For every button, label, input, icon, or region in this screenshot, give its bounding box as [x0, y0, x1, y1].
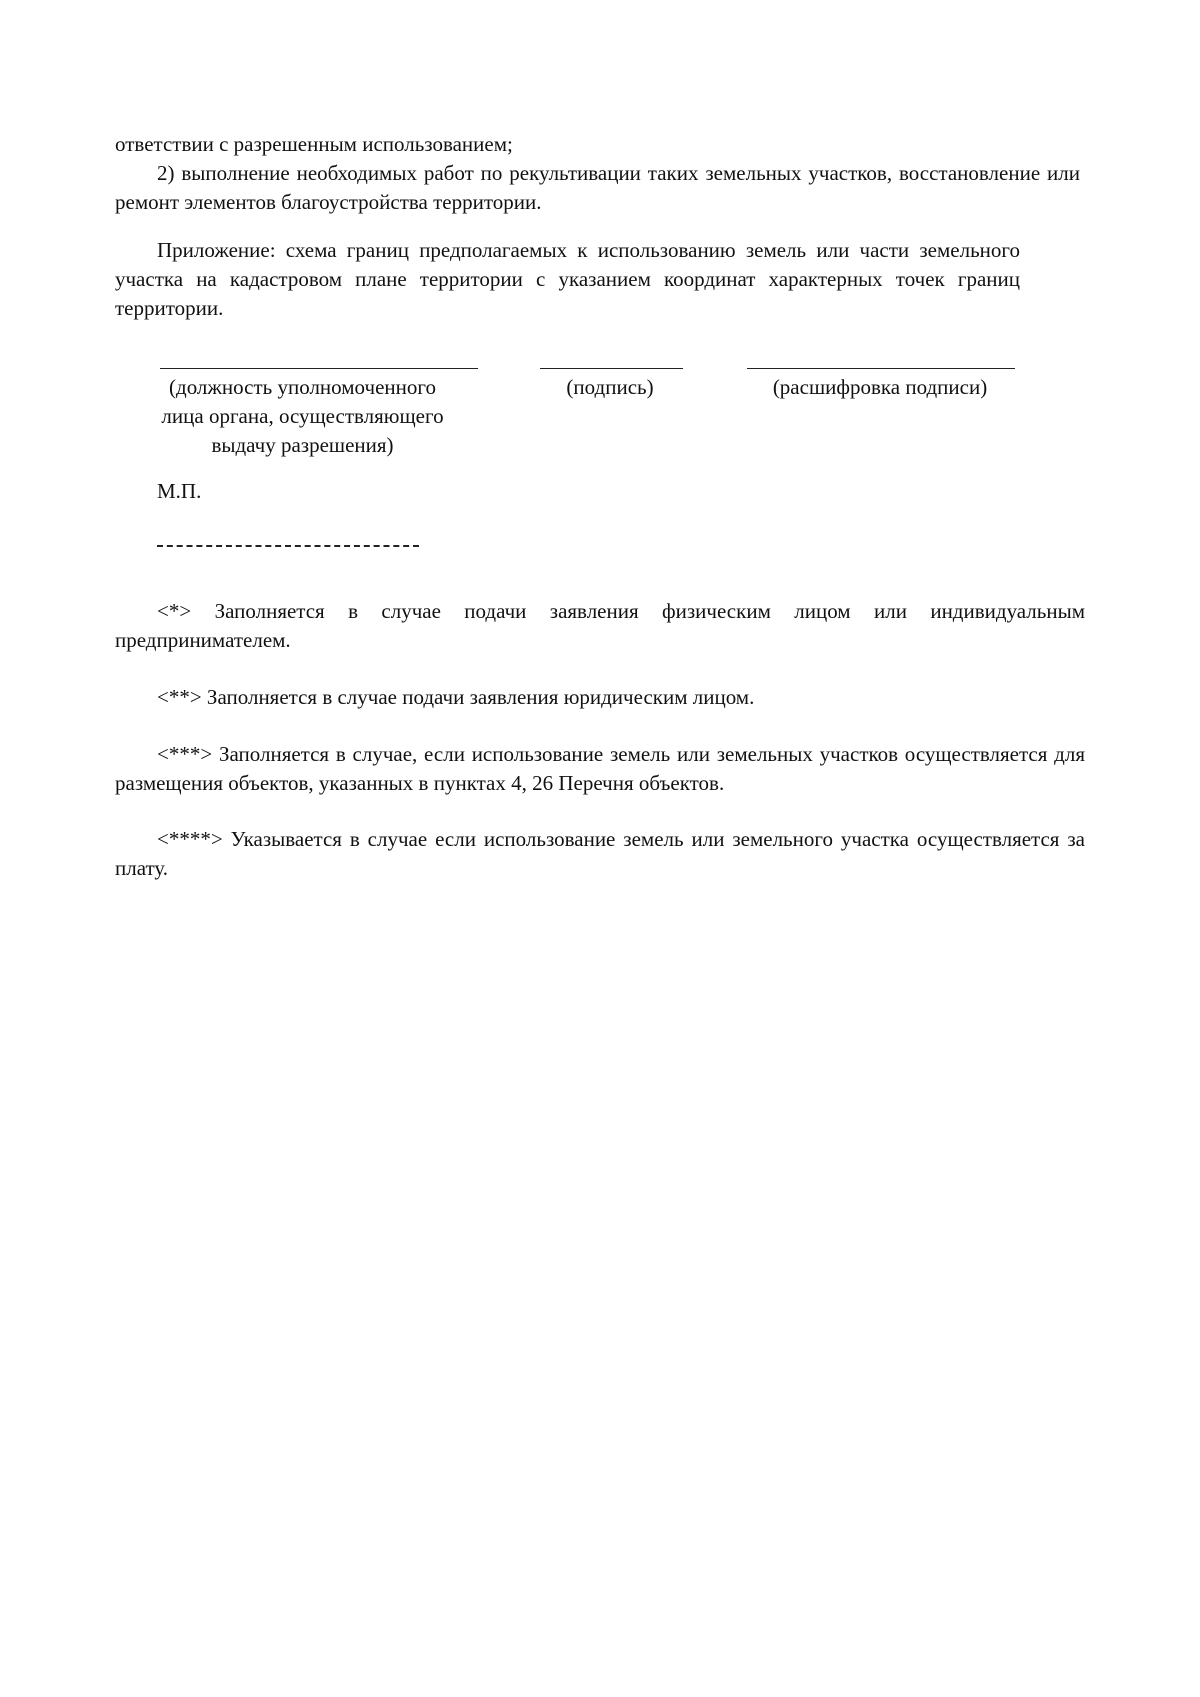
footnote-3-text: <***> Заполняется в случае, если использование земель или земельных участков осуществляется для размещения объектов, указанных в пунктах 4, 26 Перечня объектов. — [115, 742, 1085, 795]
decryption-signature-line — [747, 368, 1015, 369]
signature-caption-text: (подпись) — [566, 375, 654, 399]
footnote-separator — [157, 545, 419, 547]
position-caption-line-1: (должность уполномоченного — [169, 375, 436, 399]
decryption-caption — [740, 373, 1020, 402]
appendix-text: Приложение: схема границ предполагаемых к использованию земель или части земельного участка на кадастровом плане территории с указанием координат характерных точек границ территории. — [115, 238, 1020, 320]
intro-line-text: ответствии с разрешенным использованием; — [115, 132, 513, 156]
footnote-2 — [115, 683, 1085, 712]
stamp-placeholder — [157, 477, 357, 506]
intro-item-2 — [115, 159, 1080, 217]
footnote-2-text: <**> Заполняется в случае подачи заявления юридическим лицом. — [157, 685, 755, 709]
position-caption-line-2: лица органа, осуществляющего — [161, 404, 444, 428]
appendix-paragraph — [115, 236, 1020, 323]
position-signature-line — [160, 368, 478, 369]
footnote-1 — [115, 597, 1085, 655]
footnote-1-text: <*> Заполняется в случае подачи заявления физическим лицом или индивидуальным предпринимателем. — [115, 599, 1085, 652]
footnote-4-text: <****> Указывается в случае если использование земель или земельного участка осуществляется за плату. — [115, 827, 1085, 880]
footnote-3 — [115, 740, 1085, 798]
signature-caption — [530, 373, 690, 402]
position-caption-line-3: выдачу разрешения) — [211, 433, 394, 457]
stamp-text: М.П. — [157, 479, 202, 503]
position-caption — [130, 373, 475, 460]
footnote-4 — [115, 825, 1085, 883]
intro-line — [115, 130, 1080, 159]
intro-item-2-text: 2) выполнение необходимых работ по рекультивации таких земельных участков, восстановление или ремонт элементов благоустройства территории. — [115, 161, 1080, 214]
decryption-caption-text: (расшифровка подписи) — [772, 375, 988, 399]
signature-line — [540, 368, 683, 369]
